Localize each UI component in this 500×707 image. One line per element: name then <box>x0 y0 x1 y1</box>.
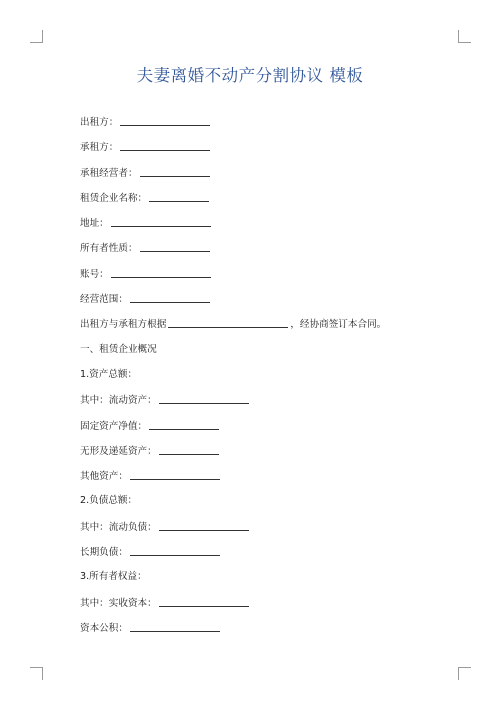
line-label: 地址： <box>80 218 109 230</box>
document-line <box>80 391 410 416</box>
document-line <box>80 189 410 214</box>
line-label: 固定资产净值： <box>80 420 148 432</box>
line-label: 承租经营者： <box>80 167 138 179</box>
fill-in-blank[interactable] <box>159 518 249 531</box>
document-line <box>80 164 410 189</box>
document-line <box>80 265 410 290</box>
line-label: 租赁企业名称： <box>80 192 148 204</box>
line-label: 2.负债总额： <box>80 495 138 507</box>
line-label: 资本公积： <box>80 622 128 634</box>
line-label: 一、租赁企业概况 <box>80 343 157 355</box>
fill-in-blank[interactable] <box>111 214 211 227</box>
line-label: 其中：实收资本： <box>80 597 157 609</box>
document-body <box>80 113 410 644</box>
fill-in-blank[interactable] <box>120 113 210 126</box>
document-line <box>80 594 410 619</box>
fill-in-blank[interactable] <box>111 265 211 278</box>
document-title: 夫妻离婚不动产分割协议 模板 <box>136 66 364 85</box>
document-line <box>80 467 410 492</box>
document-line <box>80 315 410 340</box>
line-label: 经营范围： <box>80 294 128 306</box>
document-line <box>80 518 410 543</box>
line-label: 出租方： <box>80 117 119 128</box>
document-line <box>80 492 410 517</box>
fill-in-blank[interactable] <box>120 138 210 151</box>
crop-mark-top-right <box>458 30 471 43</box>
line-label: 账号： <box>80 268 109 280</box>
line-label: 其中：流动资产： <box>80 395 157 407</box>
fill-in-blank[interactable] <box>149 417 219 430</box>
line-label: 出租方与承租方根据 <box>80 319 167 331</box>
line-label: 1.资产总额： <box>80 368 138 380</box>
document-line <box>80 366 410 391</box>
document-line <box>80 417 410 442</box>
line-label: 长期负债： <box>80 547 128 559</box>
crop-mark-bottom-left <box>30 667 43 680</box>
line-suffix: ，经协商签订本合同。 <box>290 319 387 331</box>
fill-in-blank[interactable] <box>168 315 288 328</box>
document-line <box>80 568 410 593</box>
fill-in-blank[interactable] <box>130 619 220 632</box>
line-label: 其中：流动负债： <box>80 521 157 533</box>
document-line <box>80 442 410 467</box>
fill-in-blank[interactable] <box>159 442 219 455</box>
line-label: 承租方： <box>80 142 119 154</box>
document-line <box>80 619 410 644</box>
fill-in-blank[interactable] <box>159 391 249 404</box>
fill-in-blank[interactable] <box>130 543 220 556</box>
document-line <box>80 214 410 239</box>
fill-in-blank[interactable] <box>140 239 210 252</box>
document-line <box>80 543 410 568</box>
fill-in-blank[interactable] <box>159 594 249 607</box>
line-label: 无形及递延资产： <box>80 445 157 457</box>
document-line <box>80 113 410 138</box>
line-label: 其他资产： <box>80 471 128 483</box>
document-line <box>80 290 410 315</box>
fill-in-blank[interactable] <box>130 467 220 480</box>
document-line <box>80 341 410 366</box>
fill-in-blank[interactable] <box>130 290 210 303</box>
line-label: 所有者性质： <box>80 243 138 255</box>
line-label: 3.所有者权益： <box>80 571 147 583</box>
document-line <box>80 138 410 163</box>
document-line <box>80 239 410 264</box>
crop-mark-top-left <box>30 30 43 43</box>
fill-in-blank[interactable] <box>140 164 210 177</box>
fill-in-blank[interactable] <box>149 189 209 202</box>
crop-mark-bottom-right <box>458 667 471 680</box>
